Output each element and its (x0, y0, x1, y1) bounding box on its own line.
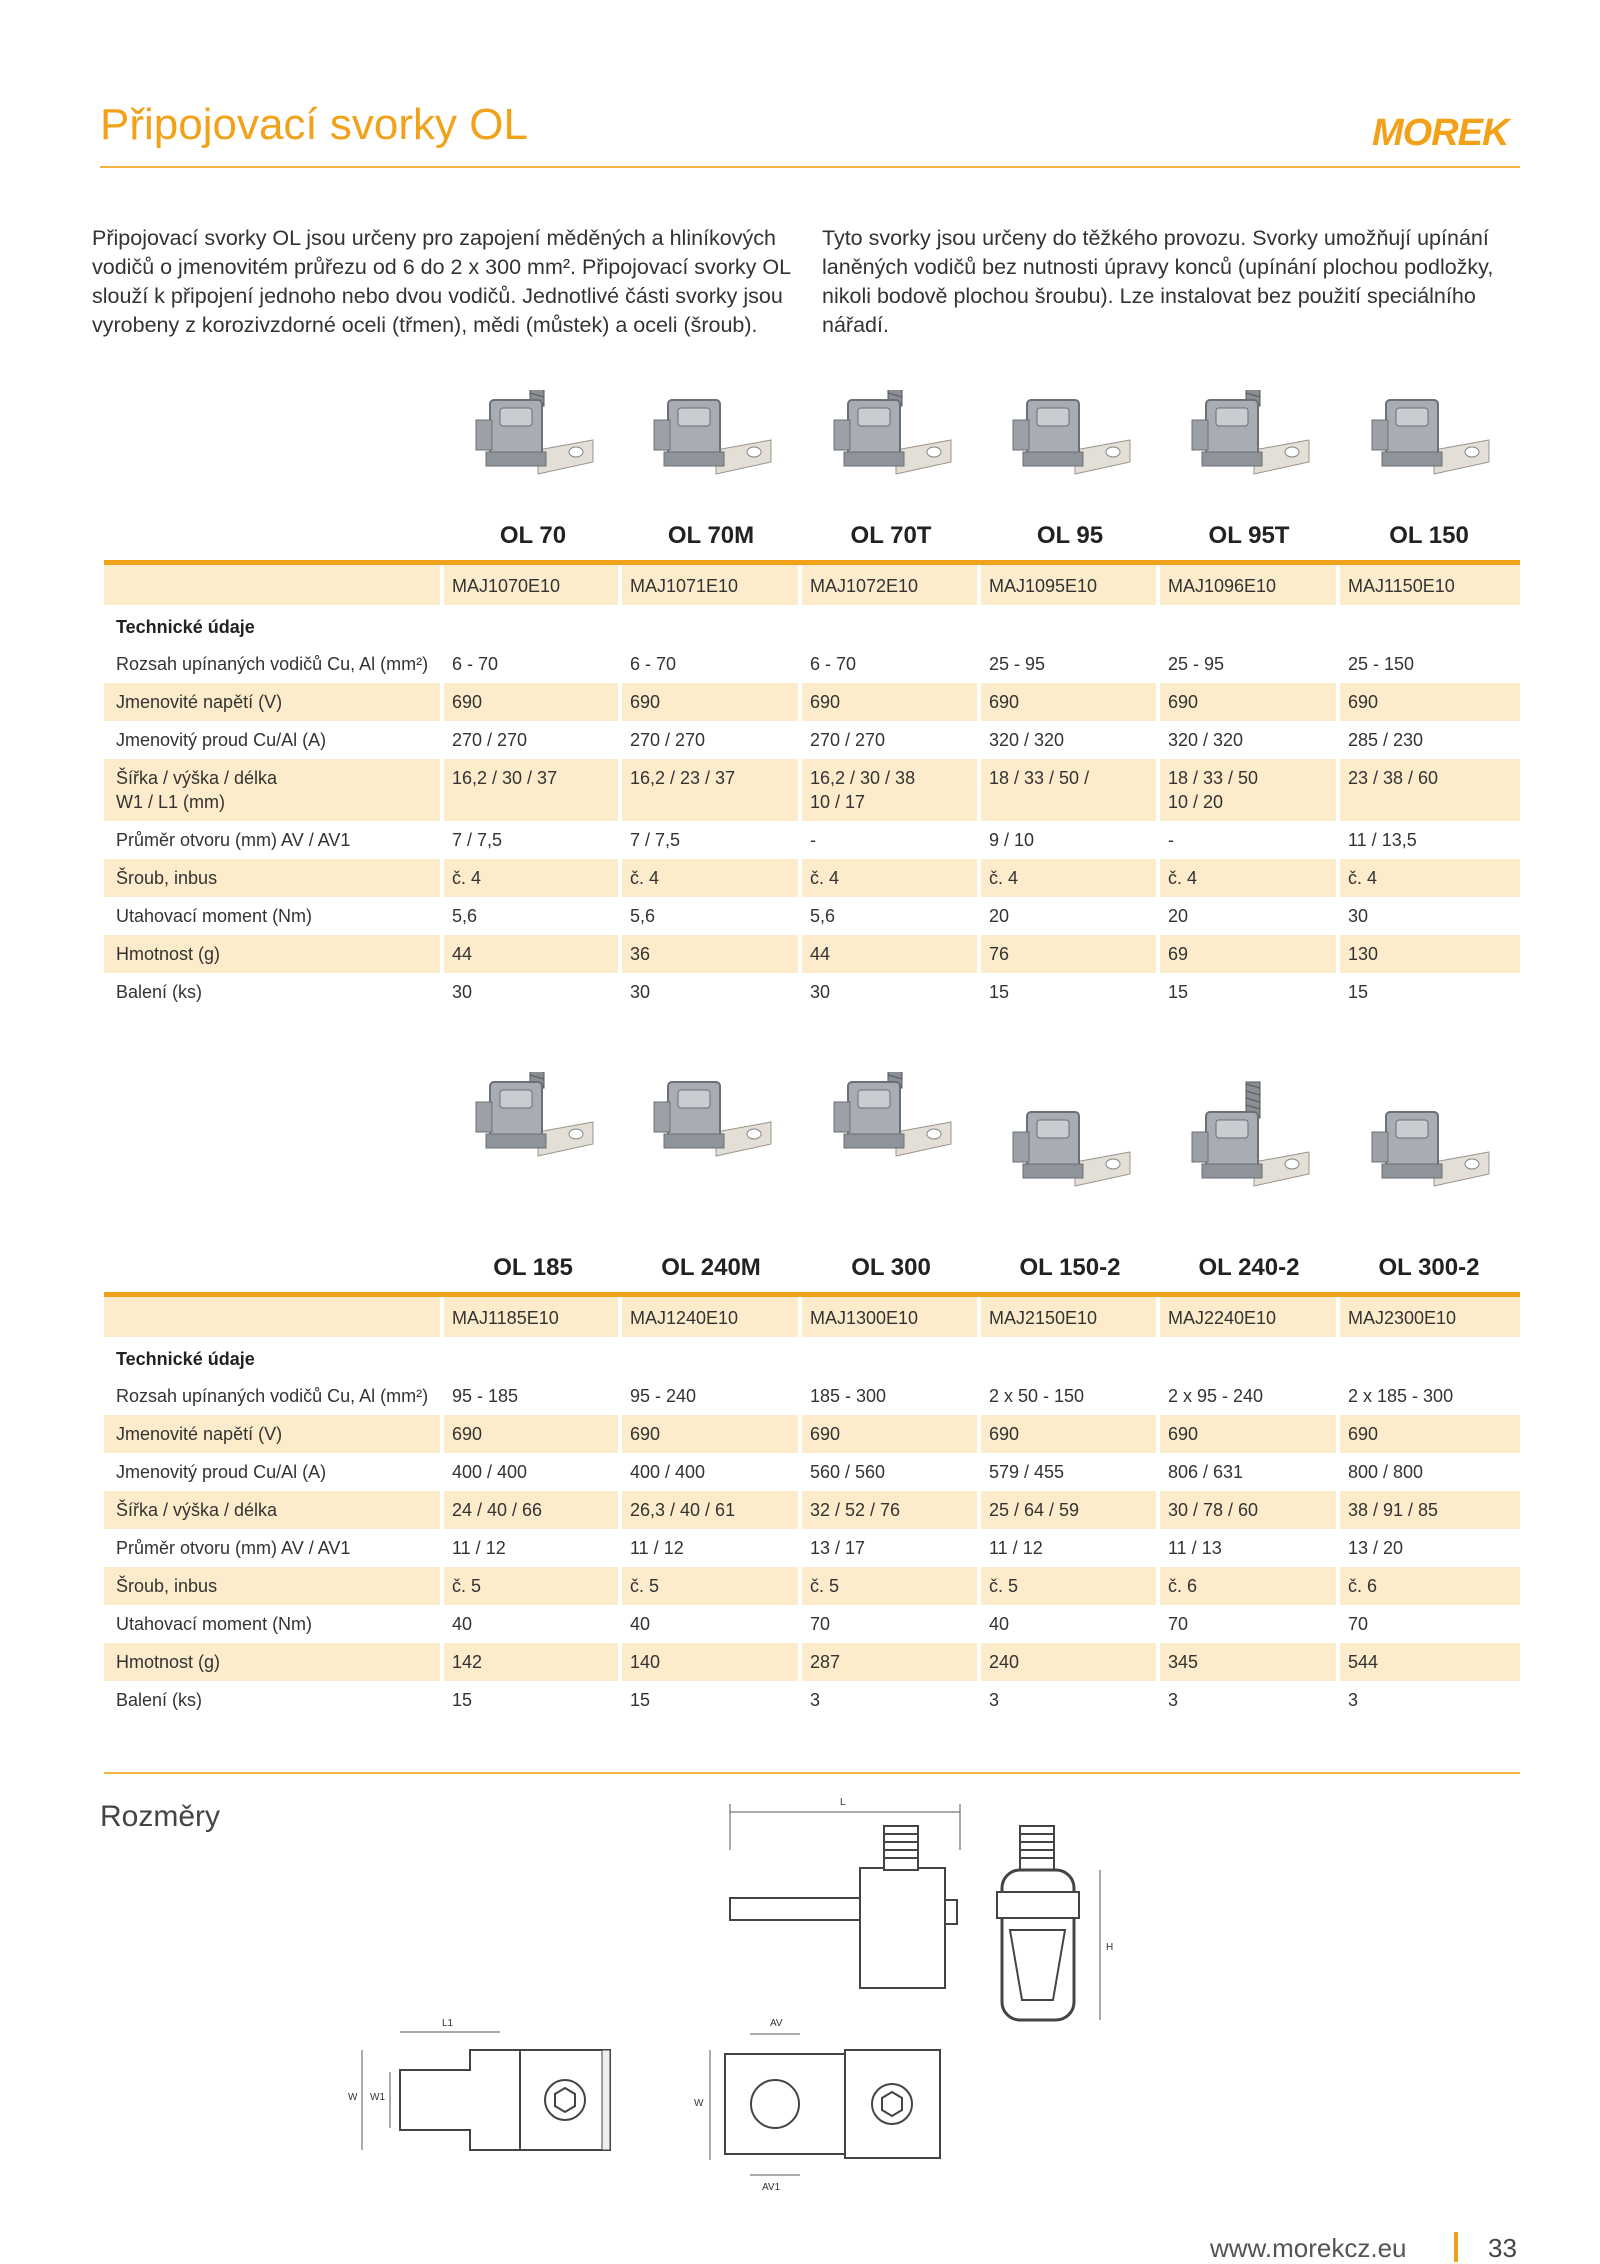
dim-label-w-2: W (694, 2098, 704, 2109)
dim-label-w: W (348, 2092, 358, 2103)
table-cell: 320 / 320 (1168, 730, 1244, 750)
table-cell: č. 5 (989, 1576, 1019, 1596)
dimension-drawing-top-2 (680, 2010, 980, 2200)
table-cell: 6 - 70 (452, 654, 499, 674)
row-label: Jmenovitý proud Cu/Al (A) (116, 730, 327, 750)
product-name: OL 185 (493, 1254, 573, 1281)
page-number: 33 (1488, 2233, 1517, 2263)
row-label: Jmenovité napětí (V) (116, 1424, 283, 1444)
table-cell: 11 / 13,5 (1348, 830, 1417, 850)
table-cell: 6 - 70 (630, 654, 677, 674)
row-label: Šířka / výška / délka (116, 1500, 278, 1520)
table-cell: 76 (989, 944, 1010, 964)
column-separator (1156, 565, 1160, 1011)
column-separator (977, 565, 981, 1011)
table-cell: 690 (810, 1424, 841, 1444)
table-cell: 18 / 33 / 50 / (989, 768, 1090, 788)
row-label: Balení (ks) (116, 1690, 203, 1710)
product-image (468, 1072, 598, 1187)
table-cell: 690 (1348, 692, 1379, 712)
table-cell: 9 / 10 (989, 830, 1035, 850)
product-name: OL 240M (661, 1254, 761, 1281)
table-cell: 38 / 91 / 85 (1348, 1500, 1439, 1520)
column-separator (440, 565, 444, 1011)
table-cell: - (1168, 830, 1174, 850)
row-label: Utahovací moment (Nm) (116, 1614, 313, 1634)
table-cell: 11 / 12 (630, 1538, 684, 1558)
table-cell: 690 (630, 1424, 661, 1444)
table-cell: 40 (630, 1614, 651, 1634)
table-cell: 690 (452, 1424, 483, 1444)
table-cell: č. 4 (452, 868, 482, 888)
table-cell: 690 (452, 692, 483, 712)
table-cell: 690 (630, 692, 661, 712)
product-image (646, 390, 776, 505)
table-cell: 13 / 20 (1348, 1538, 1404, 1558)
product-code: MAJ1150E10 (1348, 576, 1455, 596)
table-cell: 25 / 64 / 59 (989, 1500, 1080, 1520)
table-cell: 23 / 38 / 60 (1348, 768, 1439, 788)
dimensions-heading: Rozměry (100, 1800, 221, 1833)
row-label: Utahovací moment (Nm) (116, 906, 313, 926)
product-name: OL 70M (667, 522, 755, 549)
table-cell: 11 / 12 (452, 1538, 506, 1558)
table-cell: 3 (810, 1690, 821, 1710)
product-code: MAJ1070E10 (452, 576, 561, 596)
table-cell: 270 / 270 (810, 730, 886, 750)
table-cell: 690 (989, 692, 1020, 712)
product-name: OL 150-2 (1019, 1254, 1121, 1281)
product-code: MAJ1240E10 (630, 1308, 739, 1328)
section-label: Technické údaje (116, 1349, 255, 1369)
table-cell: 2 x 185 - 300 (1348, 1386, 1454, 1406)
column-separator (1336, 1297, 1340, 1719)
table-cell: 24 / 40 / 66 (452, 1500, 543, 1520)
table-cell: 140 (630, 1652, 661, 1672)
row-label: Šířka / výška / délka W1 / L1 (mm) (116, 768, 278, 812)
table-cell: č. 4 (810, 868, 840, 888)
table-cell: 690 (989, 1424, 1020, 1444)
table-cell: 11 / 13 (1168, 1538, 1222, 1558)
table-cell: 400 / 400 (630, 1462, 706, 1482)
table-cell: 579 / 455 (989, 1462, 1065, 1482)
row-label: Šroub, inbus (116, 868, 218, 888)
table-cell: 240 (989, 1652, 1020, 1672)
row-label: Hmotnost (g) (116, 1652, 221, 1672)
product-image (1005, 390, 1135, 505)
table-cell: 36 (630, 944, 651, 964)
bottom-rule (104, 1772, 1520, 1774)
table-cell: č. 5 (810, 1576, 840, 1596)
row-label: Jmenovité napětí (V) (116, 692, 283, 712)
table-cell: 15 (452, 1690, 473, 1710)
row-label: Jmenovitý proud Cu/Al (A) (116, 1462, 327, 1482)
dim-label-h: H (1106, 1942, 1114, 1953)
table-cell: 30 (630, 982, 651, 1002)
table-cell: 69 (1168, 944, 1189, 964)
product-name: OL 300 (851, 1254, 931, 1281)
product-image (468, 390, 598, 505)
table-cell: 3 (1348, 1690, 1359, 1710)
table-cell: 690 (1168, 692, 1199, 712)
table-cell: 7 / 7,5 (452, 830, 503, 850)
table-cell: 30 (1348, 906, 1369, 926)
column-separator (1156, 1297, 1160, 1719)
table-cell: 3 (1168, 1690, 1179, 1710)
table-cell: 16,2 / 23 / 37 (630, 768, 736, 788)
product-image (1364, 1072, 1494, 1227)
table-cell: 15 (989, 982, 1010, 1002)
product-name: OL 70T (850, 522, 932, 549)
product-code: MAJ1096E10 (1168, 576, 1277, 596)
table-cell: 70 (1168, 1614, 1189, 1634)
table-cell: 345 (1168, 1652, 1199, 1672)
table-cell: 25 - 95 (989, 654, 1046, 674)
dim-label-l1: L1 (442, 2018, 454, 2029)
product-code: MAJ2150E10 (989, 1308, 1098, 1328)
table-cell: 185 - 300 (810, 1386, 887, 1406)
footer-divider (1454, 2232, 1458, 2262)
table-cell: č. 6 (1168, 1576, 1198, 1596)
table-cell: 20 (1168, 906, 1189, 926)
column-separator (798, 1297, 802, 1719)
product-name: OL 300-2 (1378, 1254, 1480, 1281)
table-cell: 95 - 240 (630, 1386, 697, 1406)
column-separator (977, 1297, 981, 1719)
table-cell: 270 / 270 (452, 730, 528, 750)
intro-left: Připojovací svorky OL jsou určeny pro zapojení měděných a hliníkových vodičů o jmenovitém průřezu od 6 do 2 x 300 mm². Připojovací svorky OL slouží k připojení jednoho nebo dvou vodičů. Jednotlivé části svorky jsou vyrobeny z korozivzdorné oceli (třmen), mědi (můstek) a oceli (šroub). (92, 226, 791, 337)
table-cell: 44 (452, 944, 473, 964)
row-label: Rozsah upínaných vodičů Cu, Al (mm²) (116, 1386, 429, 1406)
product-code: MAJ2300E10 (1348, 1308, 1457, 1328)
table-cell: 142 (452, 1652, 483, 1672)
table-cell: 690 (1168, 1424, 1199, 1444)
row-label: Šroub, inbus (116, 1576, 218, 1596)
table-cell: 40 (989, 1614, 1010, 1634)
table-cell: 15 (1348, 982, 1369, 1002)
table-cell: 32 / 52 / 76 (810, 1500, 901, 1520)
product-image (1184, 390, 1314, 505)
product-name: OL 70 (499, 522, 567, 549)
page-title: Připojovací svorky OL (100, 100, 528, 149)
column-separator (618, 565, 622, 1011)
table-cell: 16,2 / 30 / 37 (452, 768, 558, 788)
column-separator (618, 1297, 622, 1719)
table-cell: 806 / 631 (1168, 1462, 1244, 1482)
table-cell: 285 / 230 (1348, 730, 1424, 750)
table-cell: 40 (452, 1614, 473, 1634)
table-cell: 70 (1348, 1614, 1369, 1634)
product-image (1005, 1072, 1135, 1227)
table-cell: 25 - 150 (1348, 654, 1415, 674)
dim-label-av: AV (770, 2018, 783, 2029)
product-name: OL 150 (1389, 522, 1469, 549)
product-code: MAJ1300E10 (810, 1308, 919, 1328)
table-cell: 800 / 800 (1348, 1462, 1424, 1482)
product-image (1364, 390, 1494, 505)
table-cell: 400 / 400 (452, 1462, 528, 1482)
column-separator (1336, 565, 1340, 1011)
row-label: Průměr otvoru (mm) AV / AV1 (116, 1538, 351, 1558)
table-cell: 30 / 78 / 60 (1168, 1500, 1259, 1520)
table-cell: 30 (810, 982, 831, 1002)
table-cell: č. 5 (452, 1576, 482, 1596)
section-label: Technické údaje (116, 617, 255, 637)
table-cell: 5,6 (630, 906, 656, 926)
table-cell: č. 4 (630, 868, 660, 888)
product-name: OL 95 (1036, 522, 1104, 549)
product-image (1184, 1072, 1314, 1227)
table-cell: 15 (1168, 982, 1189, 1002)
table-cell: 44 (810, 944, 831, 964)
table-cell: 690 (1348, 1424, 1379, 1444)
table-cell: 30 (452, 982, 473, 1002)
table-cell: 2 x 95 - 240 (1168, 1386, 1264, 1406)
table-cell: 7 / 7,5 (630, 830, 681, 850)
table-cell: 18 / 33 / 50 10 / 20 (1168, 768, 1259, 812)
table-cell: č. 4 (989, 868, 1019, 888)
table-cell: č. 4 (1348, 868, 1378, 888)
table-cell: 270 / 270 (630, 730, 706, 750)
table-cell: - (810, 830, 816, 850)
product-code: MAJ1185E10 (452, 1308, 559, 1328)
column-separator (798, 565, 802, 1011)
table-cell: 16,2 / 30 / 38 10 / 17 (810, 768, 916, 812)
table-cell: 70 (810, 1614, 831, 1634)
product-image (646, 1072, 776, 1187)
table-cell: 544 (1348, 1652, 1379, 1672)
dim-label-w1: W1 (370, 2092, 385, 2103)
table-cell: č. 5 (630, 1576, 660, 1596)
product-image (826, 1072, 956, 1187)
table-cell: 3 (989, 1690, 1000, 1710)
table-cell: 95 - 185 (452, 1386, 519, 1406)
table-cell: 287 (810, 1652, 841, 1672)
product-code: MAJ2240E10 (1168, 1308, 1277, 1328)
table-cell: 25 - 95 (1168, 654, 1225, 674)
table-cell: 13 / 17 (810, 1538, 866, 1558)
table-cell: 320 / 320 (989, 730, 1065, 750)
table-cell: 6 - 70 (810, 654, 857, 674)
title-rule (100, 166, 1520, 168)
table-cell: 15 (630, 1690, 651, 1710)
product-code: MAJ1072E10 (810, 576, 919, 596)
table-cell: č. 6 (1348, 1576, 1378, 1596)
row-label: Rozsah upínaných vodičů Cu, Al (mm²) (116, 654, 429, 674)
column-separator (440, 1297, 444, 1719)
row-label: Balení (ks) (116, 982, 203, 1002)
table-cell: 26,3 / 40 / 61 (630, 1500, 736, 1520)
table-cell: 20 (989, 906, 1010, 926)
product-image (826, 390, 956, 505)
table-cell: 11 / 12 (989, 1538, 1043, 1558)
dimension-drawing-top-1 (340, 2010, 650, 2180)
row-label: Hmotnost (g) (116, 944, 221, 964)
brand-logo: MOREK (1372, 112, 1509, 154)
product-name: OL 240-2 (1198, 1254, 1300, 1281)
product-name: OL 95T (1208, 522, 1290, 549)
table-cell: 5,6 (810, 906, 836, 926)
product-code: MAJ1071E10 (630, 576, 739, 596)
product-code: MAJ1095E10 (989, 576, 1098, 596)
footer-url[interactable]: www.morekcz.eu (1210, 2233, 1407, 2263)
table-cell: 5,6 (452, 906, 478, 926)
table-cell: č. 4 (1168, 868, 1198, 888)
table-cell: 560 / 560 (810, 1462, 886, 1482)
dim-label-l: L (840, 1797, 846, 1808)
row-label: Průměr otvoru (mm) AV / AV1 (116, 830, 351, 850)
table-cell: 690 (810, 692, 841, 712)
table-cell: 130 (1348, 944, 1379, 964)
intro-right: Tyto svorky jsou určeny do těžkého provozu. Svorky umožňují upínání laněných vodičů bez nutnosti úpravy konců (upínání plochou podložky, nikoli bodově plochou šroubu). Lze instalovat bez použití speciálního nářadí. (822, 226, 1494, 337)
dim-label-av1: AV1 (762, 2182, 781, 2193)
table-cell: 2 x 50 - 150 (989, 1386, 1085, 1406)
